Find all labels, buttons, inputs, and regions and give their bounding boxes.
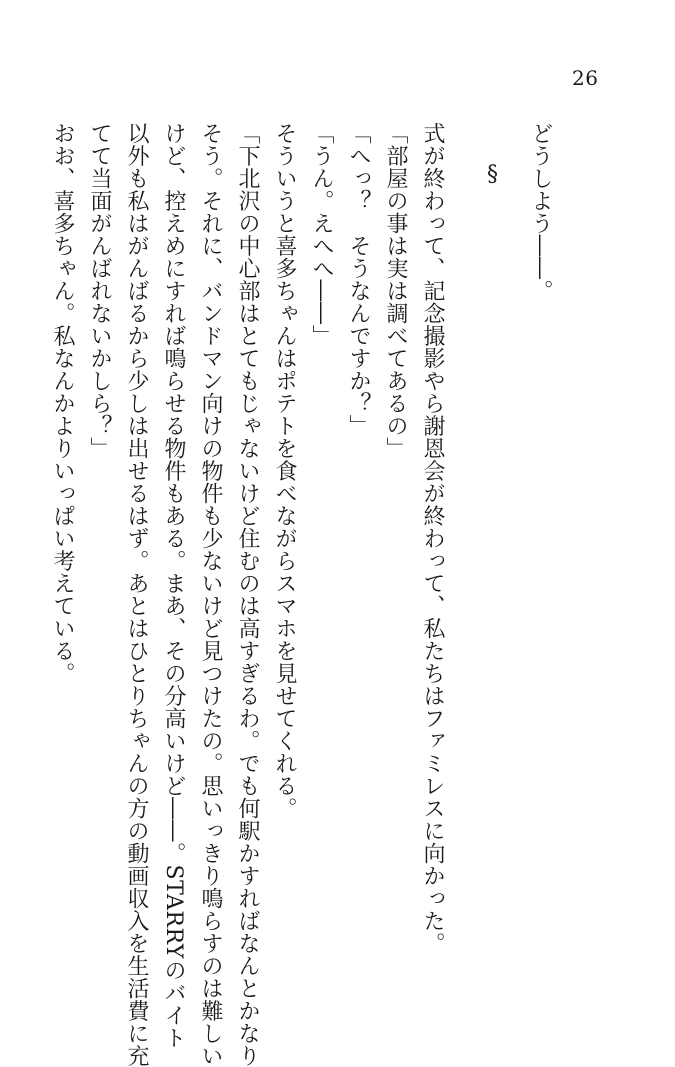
text-line-12: てて当面がんばれないかしら？」 — [87, 122, 112, 460]
text-line-5: 「へっ？ そうなんですか？」 — [346, 122, 371, 437]
text-line-1: どうしよう――。 — [528, 122, 553, 302]
section-mark: § — [480, 162, 505, 187]
text-line-10: けど、控えめにすれば鳴らせる物件もある。まあ、その分高いけど――。STARRYのバイト — [161, 122, 186, 1049]
text-line-4: 「部屋の事は実は調べてあるの」 — [383, 122, 408, 460]
page-number: 26 — [572, 66, 599, 90]
text-line-3: 式が終わって、記念撮影やら謝恩会が終わって、私たちはファミレスに向かった。 — [420, 122, 445, 955]
text-line-7: そういうと喜多ちゃんはポテトを食べながらスマホを見せてくれる。 — [272, 122, 297, 820]
text-line-9: そう。それに、バンドマン向けの物件も少ないけど見つけたの。思いっきり鳴らすのは難しい — [198, 122, 223, 1067]
text-line-13: おお、喜多ちゃん。私なんかよりいっぱい考えている。 — [50, 122, 75, 685]
text-line-6: 「うん。えへへ――」 — [309, 122, 334, 347]
text-line-8: 「下北沢の中心部はとてもじゃないけど住むのは高すぎるわ。でも何駅かすればなんとかなり — [235, 122, 260, 1067]
text-line-11: 以外も私はがんばるから少しは出せるはず。あとはひとりちゃんの方の動画収入を生活費に充 — [124, 122, 149, 1067]
